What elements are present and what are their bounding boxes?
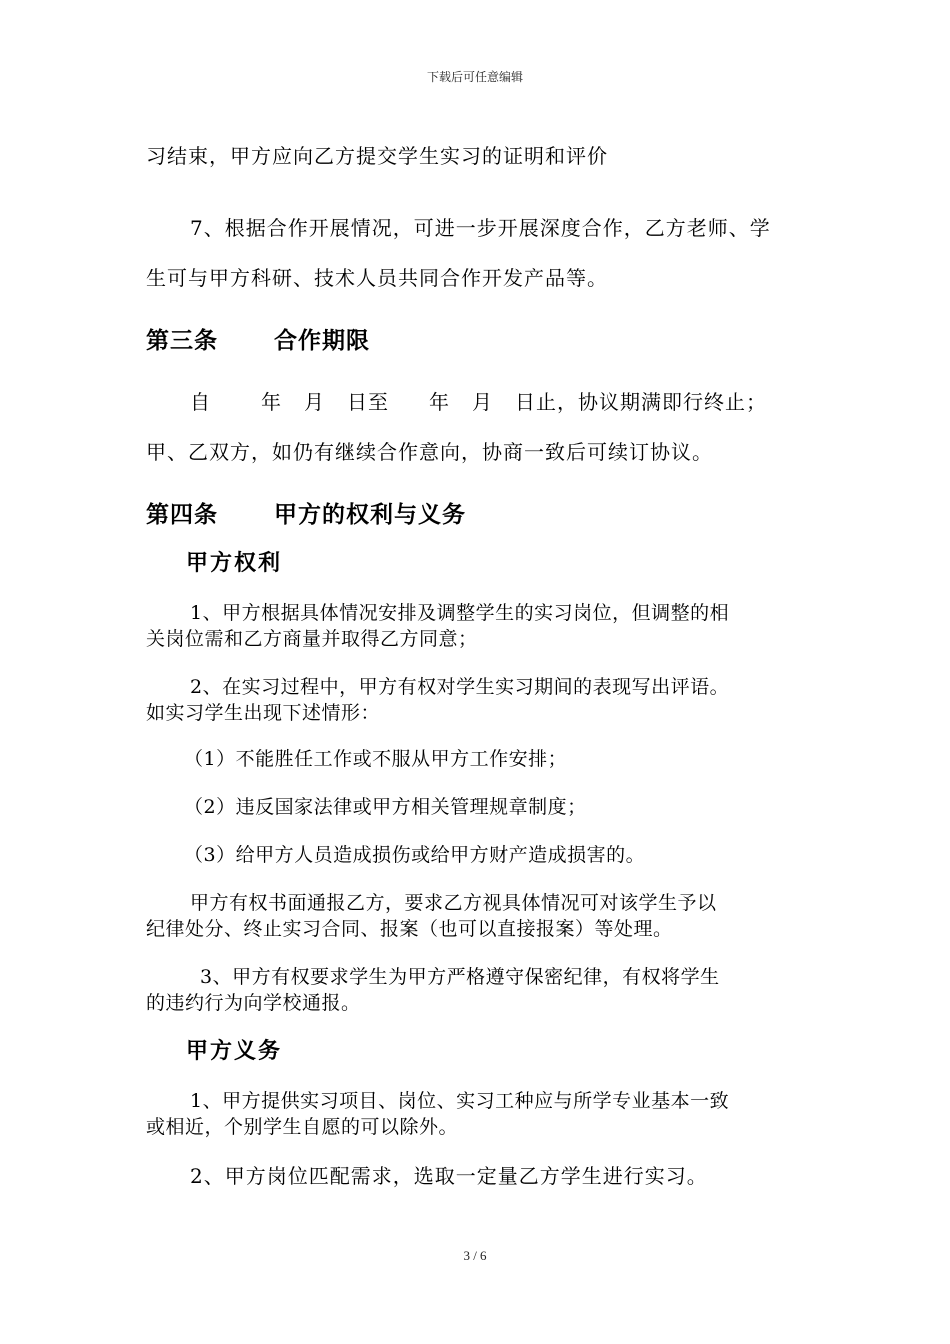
- period-from: 自: [190, 390, 211, 414]
- condition-item: （2）违反国家法律或甲方相关管理规章制度；: [184, 796, 587, 818]
- period-rest: 日止，协议期满即行终止；: [515, 390, 767, 414]
- page-number: 3 / 6: [463, 1248, 487, 1263]
- article-3-heading: [146, 322, 370, 355]
- period-month-2: 月: [472, 390, 493, 414]
- period-year-1: 年: [261, 390, 282, 414]
- period-day-to: 日至: [347, 390, 389, 414]
- condition-item: （1）不能胜任工作或不服从甲方工作安排；: [184, 748, 568, 770]
- duties-heading: 甲方义务: [186, 1039, 283, 1064]
- page-header-note: 下载后可任意编辑: [426, 70, 523, 84]
- article-3-title: 合作期限: [274, 328, 370, 354]
- article-3-number: 第三条: [146, 328, 218, 354]
- paragraph-line: 3、甲方有权要求学生为甲方严格遵守保密纪律，有权将学生: [200, 966, 720, 988]
- paragraph-line: 如实习学生出现下述情形：: [146, 702, 381, 724]
- paragraph-line: 甲方有权书面通报乙方，要求乙方视具体情况可对该学生予以: [190, 892, 717, 914]
- period-year-2: 年: [429, 390, 450, 414]
- period-month-1: 月: [304, 390, 325, 414]
- condition-item: （3）给甲方人员造成损伤或给甲方财产造成损害的。: [184, 844, 646, 866]
- paragraph-line: 7、根据合作开展情况，可进一步开展深度合作，乙方老师、学: [190, 216, 771, 240]
- paragraph-line: 1、甲方根据具体情况安排及调整学生的实习岗位，但调整的相: [190, 602, 730, 624]
- paragraph-line: 1、甲方提供实习项目、岗位、实习工种应与所学专业基本一致: [190, 1090, 730, 1112]
- paragraph-line: 生可与甲方科研、技术人员共同合作开发产品等。: [146, 266, 608, 290]
- article-4-heading: [146, 496, 466, 529]
- paragraph-line: 2、在实习过程中，甲方有权对学生实习期间的表现写出评语。: [190, 676, 730, 698]
- paragraph-line: 关岗位需和乙方商量并取得乙方同意；: [146, 628, 478, 650]
- paragraph-line: 纪律处分、终止实习合同、报案（也可以直接报案）等处理。: [146, 918, 673, 940]
- rights-heading: 甲方权利: [186, 551, 283, 576]
- paragraph-line: 或相近，个别学生自愿的可以除外。: [146, 1116, 459, 1138]
- paragraph-line: 甲、乙双方，如仍有继续合作意向，协商一致后可续订协议。: [146, 440, 713, 464]
- article-4-number: 第四条: [146, 502, 218, 528]
- cooperation-period-line: [190, 386, 767, 415]
- paragraph-line: 2、甲方岗位匹配需求，选取一定量乙方学生进行实习。: [190, 1164, 708, 1188]
- article-4-title: 甲方的权利与义务: [274, 502, 466, 528]
- paragraph-line: 的违约行为向学校通报。: [146, 992, 361, 1014]
- paragraph-line: 习结束，甲方应向乙方提交学生实习的证明和评价: [146, 144, 608, 168]
